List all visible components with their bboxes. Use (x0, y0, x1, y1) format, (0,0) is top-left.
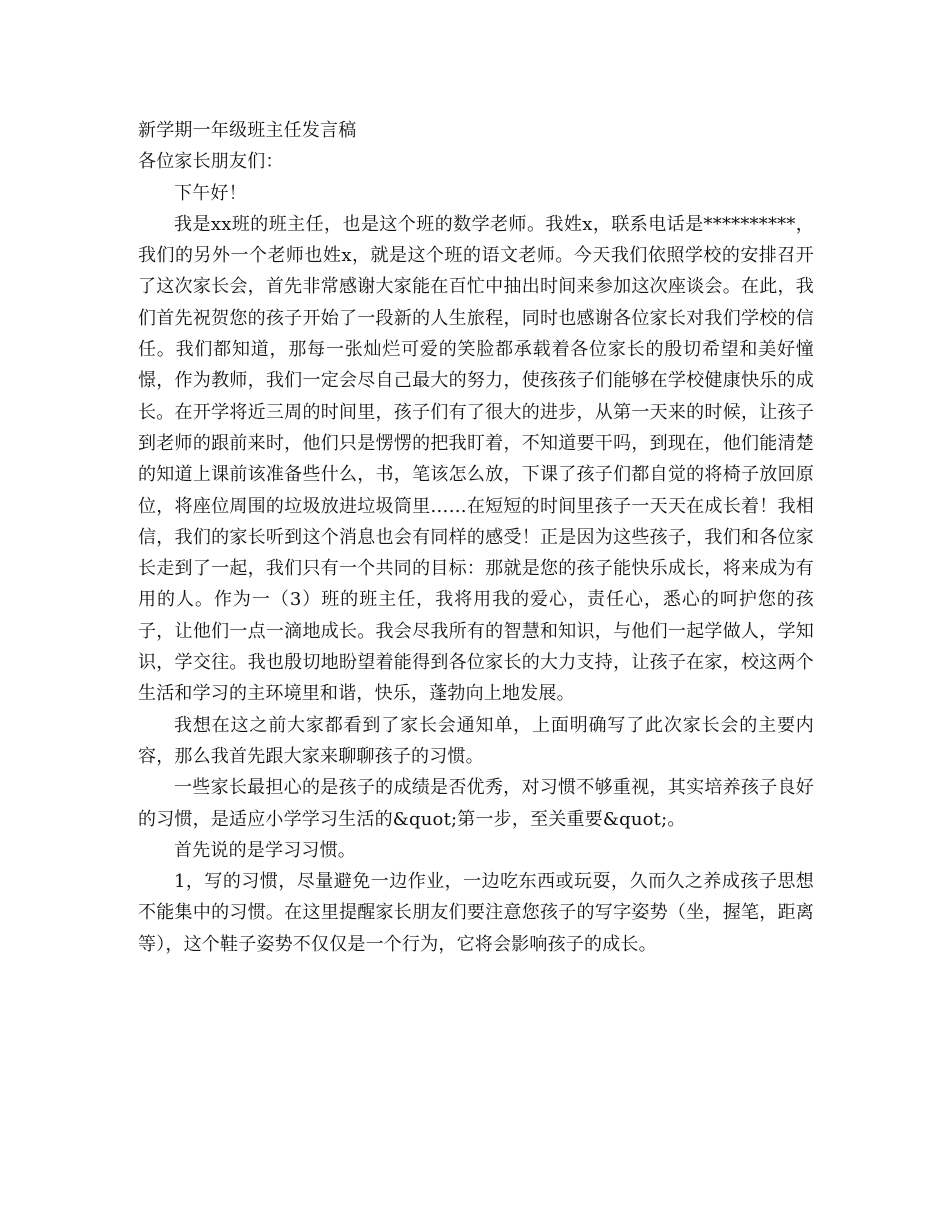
document-body (138, 115, 814, 960)
introduction-paragraph: 我是xx班的班主任，也是这个班的数学老师。我姓x，联系电话是**********，我们的另外一个老师也姓x，就是这个班的语文老师。今天我们依照学校的安排召开了这次家长会，首先非常感谢大家能在百忙中抽出时间来参加这次座谈会。在此，我们首先祝贺您的孩子开始了一段新的人生旅程，同时也感谢各位家长对我们学校的信任。我们都知道，那每一张灿烂可爱的笑脸都承载着各位家长的殷切希望和美好憧憬，作为教师，我们一定会尽自己最大的努力，使孩孩子们能够在学校健康快乐的成长。在开学将近三周的时间里，孩子们有了很大的进步，从第一天来的时候，让孩子到老师的跟前来时，他们只是愣愣的把我盯着，不知道要干吗，到现在，他们能清楚的知道上课前该准备些什么，书，笔该怎么放，下课了孩子们都自觉的将椅子放回原位，将座位周围的垃圾放进垃圾筒里……在短短的时间里孩子一天天在成长着！我相信，我们的家长听到这个消息也会有同样的感受！正是因为这些孩子，我们和各位家长走到了一起，我们只有一个共同的目标：那就是您的孩子能快乐成长，将来成为有用的人。作为一（3）班的班主任，我将用我的爱心，责任心，悉心的呵护您的孩子，让他们一点一滴地成长。我会尽我所有的智慧和知识，与他们一起学做人，学知识，学交往。我也殷切地盼望着能得到各位家长的大力支持，让孩子在家，校这两个生活和学习的主环境里和谐，快乐，蓬勃向上地发展。 (138, 213, 814, 705)
salutation: 各位家长朋友们： (138, 151, 284, 173)
greeting-paragraph: 下午好！ (174, 182, 247, 204)
document-title: 新学期一年级班主任发言稿 (138, 120, 357, 141)
notice-paragraph: 我想在这之前大家都看到了家长会通知单，上面明确写了此次家长会的主要内容，那么我首先跟大家来聊聊孩子的习惯。 (138, 714, 814, 767)
habits-importance-paragraph: 一些家长最担心的是孩子的成绩是否优秀，对习惯不够重视，其实培养孩子良好的习惯，是适应小学学习生活的&quot;第一步，至关重要&quot;。 (138, 777, 814, 830)
study-habits-heading: 首先说的是学习习惯。 (174, 839, 356, 861)
writing-habit-paragraph: 1，写的习惯，尽量避免一边作业，一边吃东西或玩耍，久而久之养成孩子思想不能集中的习惯。在这里提醒家长朋友们要注意您孩子的写字姿势（坐，握笔，距离等），这个鞋子姿势不仅仅是一个行为，它将会影响孩子的成长。 (138, 871, 814, 955)
